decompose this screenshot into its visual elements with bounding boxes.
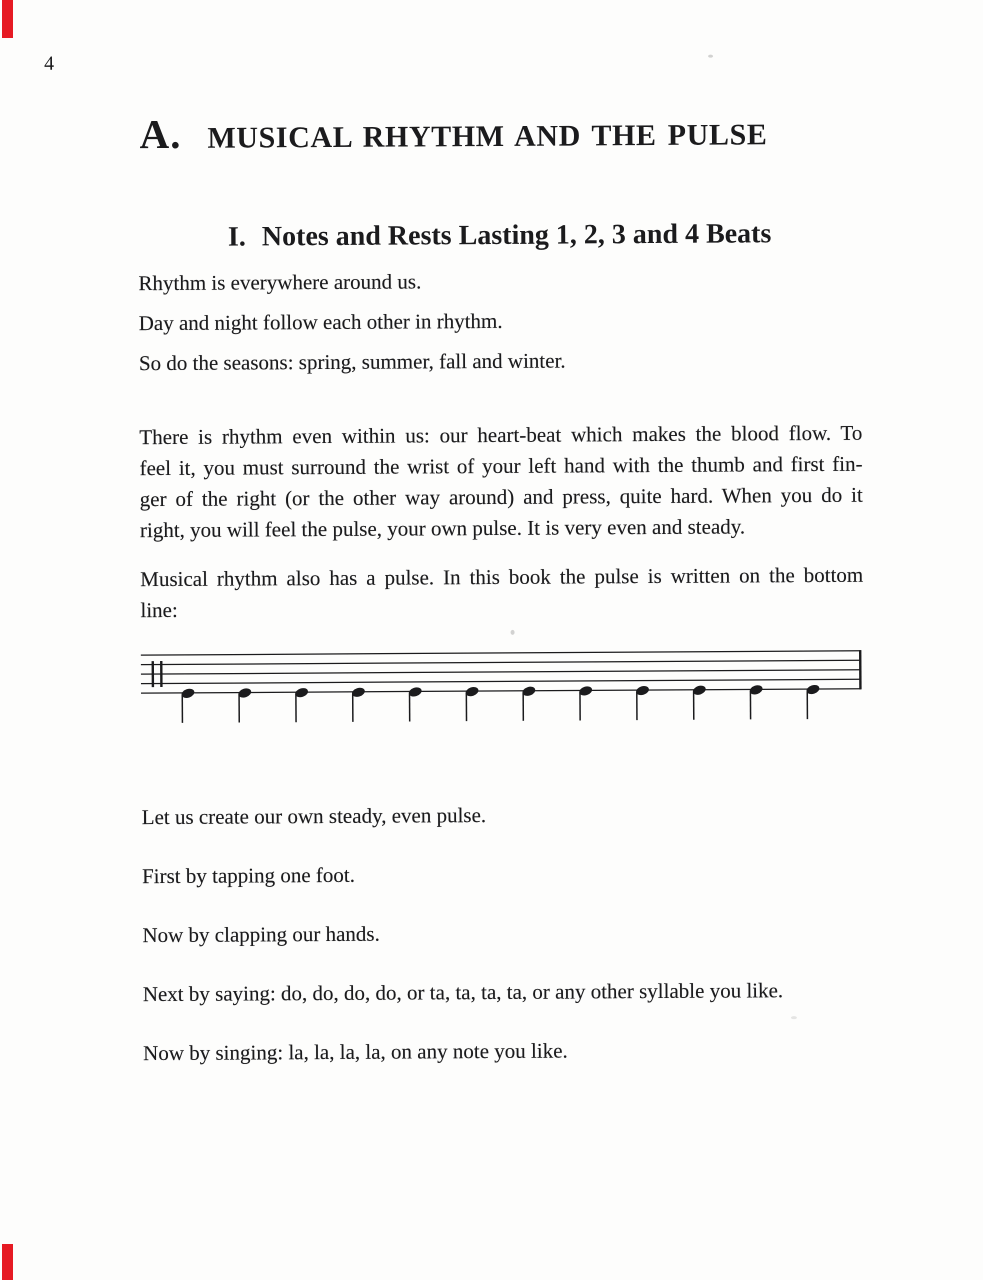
page-number: 4 bbox=[44, 52, 55, 75]
paragraph-line: right, you will feel the pulse, your own pulse. It is very even and steady. bbox=[139, 514, 746, 543]
exercise-line: Next by saying: do, do, do, do, or ta, ta, ta, ta, or any other syllable you like. bbox=[142, 978, 784, 1007]
paragraph-line: There is rhythm even within us: our heart-beat which makes the blood flow. To bbox=[139, 420, 863, 450]
quarter-note bbox=[464, 685, 479, 721]
paragraph-line: line: bbox=[140, 597, 178, 623]
paragraph-line: ger of the right (or the other way around) and press, quite hard. When you do it bbox=[139, 482, 863, 512]
exercise-line: Let us create our own steady, even pulse. bbox=[141, 803, 487, 830]
music-staff bbox=[141, 643, 864, 732]
scan-speck bbox=[708, 55, 713, 58]
section-title: MUSICAL RHYTHM AND THE PULSE bbox=[207, 118, 768, 155]
quarter-note bbox=[748, 684, 763, 720]
quarter-note bbox=[294, 686, 309, 722]
exercise-line: Now by clapping our hands. bbox=[142, 921, 380, 948]
quarter-note bbox=[578, 685, 593, 721]
staff-svg bbox=[141, 643, 864, 732]
subheading-title: Notes and Rests Lasting 1, 2, 3 and 4 Beats bbox=[261, 218, 772, 253]
paragraph-line: feel it, you must surround the wrist of your left hand with the thumb and first fin- bbox=[139, 451, 863, 481]
scan-speck bbox=[791, 1016, 797, 1019]
scan-speck bbox=[511, 630, 515, 635]
exercise-line: First by tapping one foot. bbox=[141, 862, 356, 889]
quarter-note bbox=[180, 687, 195, 723]
exercise-list bbox=[142, 798, 867, 1097]
exercise-line: Now by singing: la, la, la, la, on any note you like. bbox=[143, 1038, 568, 1066]
section-heading bbox=[139, 106, 767, 158]
intro-line: Rhythm is everywhere around us. bbox=[138, 269, 422, 296]
quarter-note bbox=[521, 685, 536, 721]
quarter-note bbox=[692, 684, 707, 720]
intro-paragraphs bbox=[138, 264, 862, 388]
intro-line: Day and night follow each other in rhythm. bbox=[138, 308, 503, 336]
quarter-note bbox=[351, 686, 366, 722]
red-corner-mark-top bbox=[2, 0, 13, 38]
red-corner-mark-bottom bbox=[2, 1244, 13, 1280]
quarter-note bbox=[635, 684, 650, 720]
chapter-subheading bbox=[138, 218, 861, 254]
intro-line: So do the seasons: spring, summer, fall and winter. bbox=[138, 348, 566, 376]
quarter-note bbox=[805, 683, 820, 719]
section-letter: A. bbox=[139, 110, 182, 158]
quarter-note bbox=[408, 686, 423, 722]
book-pulse-paragraph bbox=[140, 560, 863, 626]
pulse-paragraph bbox=[139, 418, 863, 546]
subheading-numeral: I. bbox=[227, 221, 246, 253]
quarter-note bbox=[237, 687, 252, 723]
paragraph-line: Musical rhythm also has a pulse. In this book the pulse is written on the bottom bbox=[140, 562, 864, 592]
